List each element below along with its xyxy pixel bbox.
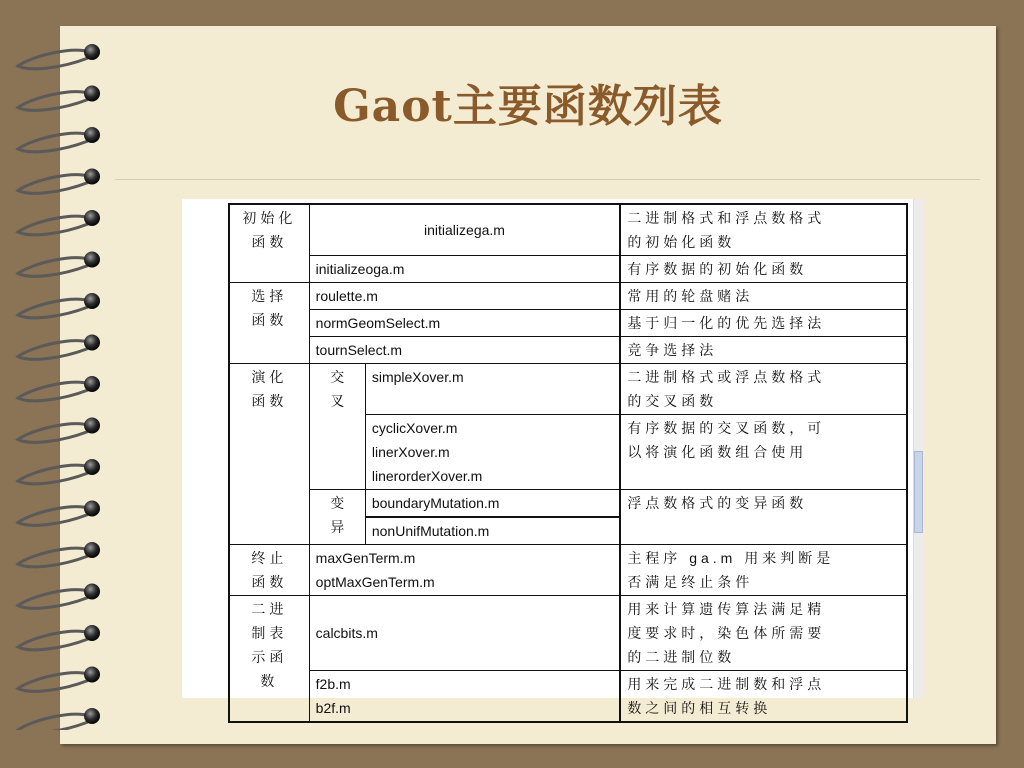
file-cell: cyclicXover.m linerXover.m linerorderXover.m — [365, 415, 620, 490]
function-table — [228, 203, 908, 723]
spiral-ring — [18, 293, 100, 318]
spiral-ring — [18, 542, 100, 567]
spiral-ring — [18, 335, 100, 360]
scrollbar-thumb[interactable] — [914, 451, 923, 533]
spiral-ring — [18, 376, 100, 401]
subcategory-mutation: 变 异 — [309, 490, 365, 545]
desc-cell: 用来完成二进制数和浮点 数之间的相互转换 — [620, 671, 907, 723]
desc-cell: 常用的轮盘赌法 — [620, 283, 907, 310]
file-cell: calcbits.m — [309, 596, 620, 671]
spiral-ring — [18, 252, 100, 277]
file-cell: initializega.m — [309, 204, 620, 256]
desc-cell: 基于归一化的优先选择法 — [620, 310, 907, 337]
table-image-frame — [182, 199, 924, 716]
file-cell: boundaryMutation.m nonUnifMutation.m — [365, 490, 620, 545]
table-row — [229, 204, 907, 256]
title-divider — [115, 179, 980, 180]
table-row — [229, 283, 907, 310]
desc-cell: 有序数据的初始化函数 — [620, 256, 907, 283]
category-evolve: 演化 函数 — [229, 364, 309, 545]
table-row — [229, 596, 907, 671]
table-row — [229, 364, 907, 415]
desc-cell: 用来计算遗传算法满足精 度要求时，染色体所需要 的二进制位数 — [620, 596, 907, 671]
table-row — [229, 671, 907, 723]
spiral-ring — [18, 667, 100, 692]
table-row — [229, 256, 907, 283]
desc-cell: 有序数据的交叉函数，可 以将演化函数组合使用 — [620, 415, 907, 490]
desc-cell: 二进制格式和浮点数格式 的初始化函数 — [620, 204, 907, 256]
spiral-ring — [18, 625, 100, 650]
scrollbar[interactable] — [913, 199, 924, 698]
file-cell: initializeoga.m — [309, 256, 620, 283]
file-cell: maxGenTerm.m optMaxGenTerm.m — [309, 545, 620, 596]
category-init: 初始化 函数 — [229, 204, 309, 283]
table-row — [229, 490, 907, 545]
spiral-ring — [18, 501, 100, 526]
table-row — [229, 337, 907, 364]
table-row — [229, 545, 907, 596]
spiral-ring — [18, 210, 100, 235]
spiral-ring — [18, 44, 100, 69]
desc-cell: 二进制格式或浮点数格式 的交叉函数 — [620, 364, 907, 415]
desc-cell: 竞争选择法 — [620, 337, 907, 364]
spiral-ring — [18, 459, 100, 484]
spiral-ring — [18, 584, 100, 609]
spiral-ring — [18, 418, 100, 443]
category-binary: 二进 制表 示函 数 — [229, 596, 309, 723]
spiral-ring — [18, 708, 100, 730]
category-select: 选择 函数 — [229, 283, 309, 364]
file-cell: tournSelect.m — [309, 337, 620, 364]
desc-cell: 浮点数格式的变异函数 — [620, 490, 907, 545]
desc-cell: 主程序 ga.m 用来判断是 否满足终止条件 — [620, 545, 907, 596]
spiral-ring — [18, 169, 100, 194]
file-cell: normGeomSelect.m — [309, 310, 620, 337]
file-cell: simpleXover.m — [365, 364, 620, 415]
category-term: 终止 函数 — [229, 545, 309, 596]
subcategory-crossover: 交 叉 — [309, 364, 365, 490]
page-title: Gaot主要函数列表 — [333, 81, 723, 132]
table-row — [229, 310, 907, 337]
file-cell: f2b.m b2f.m — [309, 671, 620, 723]
file-cell: roulette.m — [309, 283, 620, 310]
spiral-binding — [12, 40, 104, 730]
